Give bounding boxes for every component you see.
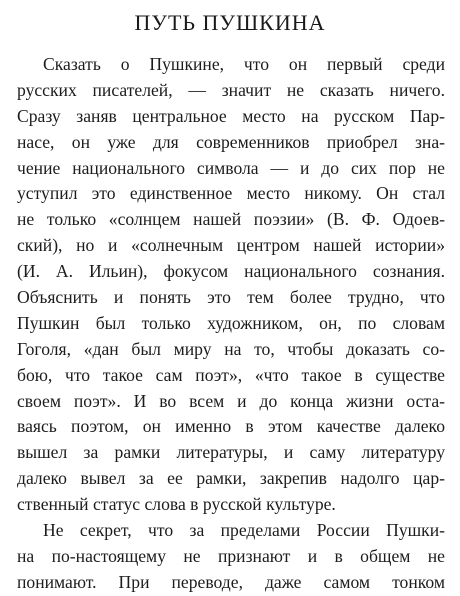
- text-line: насе, он уже для современников приобрел зна-: [17, 131, 445, 152]
- text-line: далеко вывел за ее рамки, закрепив надолго цар-: [17, 468, 445, 489]
- chapter-title: ПУТЬ ПУШКИНА: [134, 10, 326, 35]
- text-line: ственный статус слова в русской культуре.: [17, 494, 336, 515]
- body-text: [17, 52, 445, 596]
- text-line: Объяснить и понять это тем более трудно, что: [17, 287, 445, 308]
- text-line: не только «солнцем нашей поэзии» (В. Ф. Одоев-: [17, 209, 445, 230]
- text-line: (И. А. Ильин), фокусом национального сознания.: [17, 261, 445, 282]
- text-line: Пушкин был только художником, он, по словам: [17, 312, 445, 333]
- text-line: ваясь поэтом, он именно в этом качестве далеко: [17, 416, 445, 437]
- text-line: Сказать о Пушкине, что он первый среди: [43, 54, 445, 74]
- text-line: на по-настоящему не признают и в общем не: [17, 545, 445, 566]
- text-line: уступил это единственное место никому. Он стал: [17, 183, 445, 204]
- text-line: русских писателей, — значит не сказать ничего.: [17, 79, 445, 100]
- text-line: своем поэт». И во всем и до конца жизни оста-: [17, 390, 445, 411]
- text-line: Не секрет, что за пределами России Пушки-: [43, 520, 445, 541]
- text-line: вышел за рамки литературы, и саму литературу: [17, 442, 445, 463]
- text-line: Сразу заняв центральное место на русском Пар-: [17, 105, 445, 126]
- text-line: Гоголя, «дан был миру на то, чтобы доказать со-: [17, 338, 445, 359]
- text-line: бою, что такое сам поэт», «что такое в существе: [17, 364, 445, 385]
- text-line: понимают. При переводе, даже самом тонком: [17, 571, 445, 592]
- text-line: чение национального символа — и до сих пор не: [17, 157, 445, 178]
- text-line: ский), но и «солнечным центром нашей истории»: [17, 235, 445, 256]
